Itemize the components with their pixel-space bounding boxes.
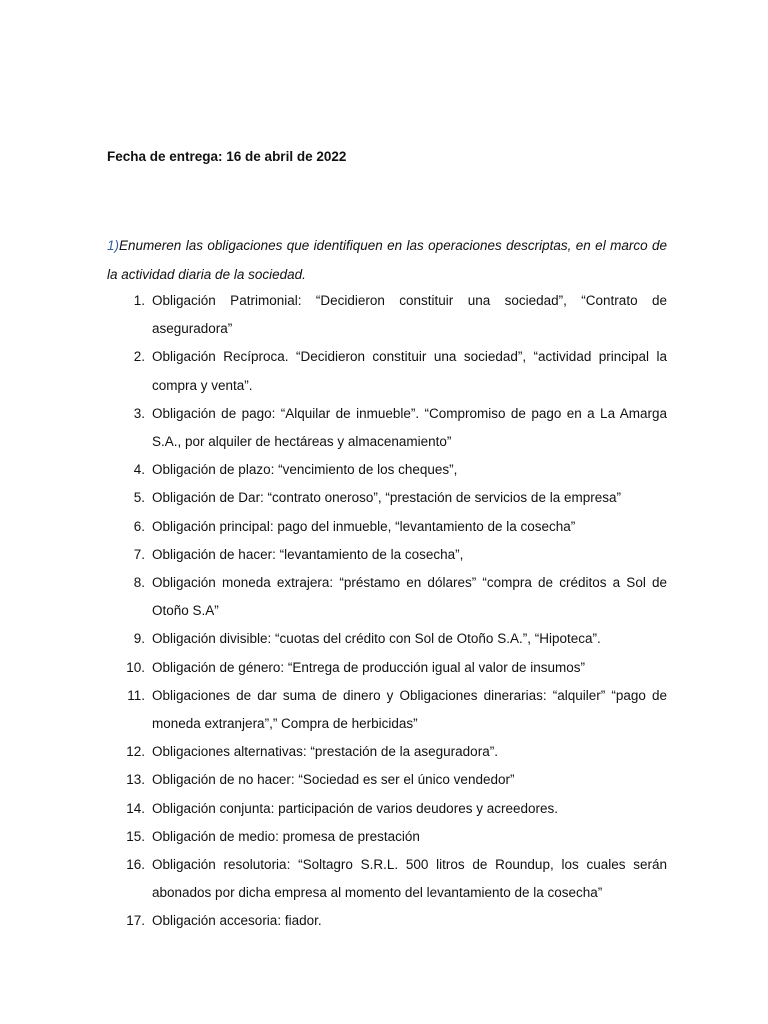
list-item	[107, 343, 667, 399]
obligations-list	[107, 287, 667, 936]
list-item-text: Obligación principal: pago del inmueble, “levantamiento de la cosecha”	[152, 518, 576, 534]
list-item-number: 8.	[133, 575, 145, 591]
list-item-text: Obligaciones de dar suma de dinero y Obligaciones dinerarias: “alquiler” “pago de moneda extranjera”,” Compra de herbicidas”	[152, 687, 667, 732]
list-item-number: 4.	[133, 462, 145, 478]
list-item-number: 3.	[133, 405, 145, 421]
list-item-text: Obligación Recíproca. “Decidieron constituir una sociedad”, “actividad principal la compra y venta”.	[152, 349, 667, 393]
question-number: 1)	[107, 238, 120, 253]
list-item-number: 7.	[133, 546, 145, 562]
delivery-date: Fecha de entrega: 16 de abril de 2022	[107, 149, 347, 164]
list-item-number: 10.	[126, 659, 145, 675]
list-item-text: Obligación moneda extrajera: “préstamo en dólares” “compra de créditos a Sol de Otoño S.A”	[152, 575, 667, 619]
list-item-text: Obligación resolutoria: “Soltagro S.R.L. 500 litros de Roundup, los cuales serán abonados por dicha empresa al momento del levantamiento de la cosecha”	[152, 857, 667, 901]
list-item	[107, 907, 667, 935]
list-item-text: Obligación Patrimonial: “Decidieron constituir una sociedad”, “Contrato de aseguradora”	[152, 293, 667, 337]
list-item-text: Obligación de plazo: “vencimiento de los cheques”,	[152, 462, 458, 478]
list-item	[107, 569, 667, 625]
list-item	[107, 625, 667, 653]
list-item	[107, 823, 667, 851]
list-item-text: Obligación de hacer: “levantamiento de la cosecha”,	[152, 546, 464, 562]
list-item-number: 17.	[126, 913, 145, 929]
list-item-text: Obligación de género: “Entrega de producción igual al valor de insumos”	[152, 659, 586, 675]
list-item-text: Obligación accesoria: fiador.	[152, 913, 322, 929]
list-item	[107, 851, 667, 907]
list-item	[107, 513, 667, 541]
list-item-text: Obligación de medio: promesa de prestación	[152, 828, 420, 844]
list-item-number: 14.	[126, 800, 145, 816]
list-item-text: Obligación conjunta: participación de varios deudores y acreedores.	[152, 800, 558, 816]
list-item-number: 13.	[126, 772, 145, 788]
question-prompt	[107, 232, 667, 289]
list-item-number: 6.	[133, 518, 145, 534]
list-item-text: Obligación divisible: “cuotas del crédito con Sol de Otoño S.A.”, “Hipoteca”.	[152, 631, 601, 647]
list-item-number: 16.	[126, 857, 145, 873]
question-text: Enumeren las obligaciones que identifiquen en las operaciones descriptas, en el marco de la actividad diaria de la sociedad.	[107, 238, 667, 282]
list-item	[107, 400, 667, 456]
list-item	[107, 484, 667, 512]
list-item-text: Obligación de no hacer: “Sociedad es ser el único vendedor”	[152, 772, 515, 788]
list-item	[107, 287, 667, 343]
list-item-number: 9.	[133, 631, 145, 647]
list-item-number: 12.	[126, 744, 145, 760]
list-item-number: 2.	[133, 349, 145, 365]
list-item-number: 11.	[127, 687, 145, 703]
list-item-number: 1.	[133, 293, 145, 308]
list-item	[107, 541, 667, 569]
list-item	[107, 738, 667, 766]
list-item	[107, 682, 667, 738]
list-item-number: 15.	[126, 828, 145, 844]
list-item	[107, 654, 667, 682]
list-item-text: Obligaciones alternativas: “prestación de la aseguradora”.	[152, 744, 498, 760]
list-item	[107, 456, 667, 484]
list-item-text: Obligación de Dar: “contrato oneroso”, “prestación de servicios de la empresa”	[152, 490, 621, 506]
list-item	[107, 766, 667, 794]
list-item-number: 5.	[133, 490, 145, 506]
list-item-text: Obligación de pago: “Alquilar de inmueble”. “Compromiso de pago en a La Amarga S.A., por alquiler de hectáreas y almacenamiento”	[152, 405, 667, 450]
list-item	[107, 795, 667, 823]
